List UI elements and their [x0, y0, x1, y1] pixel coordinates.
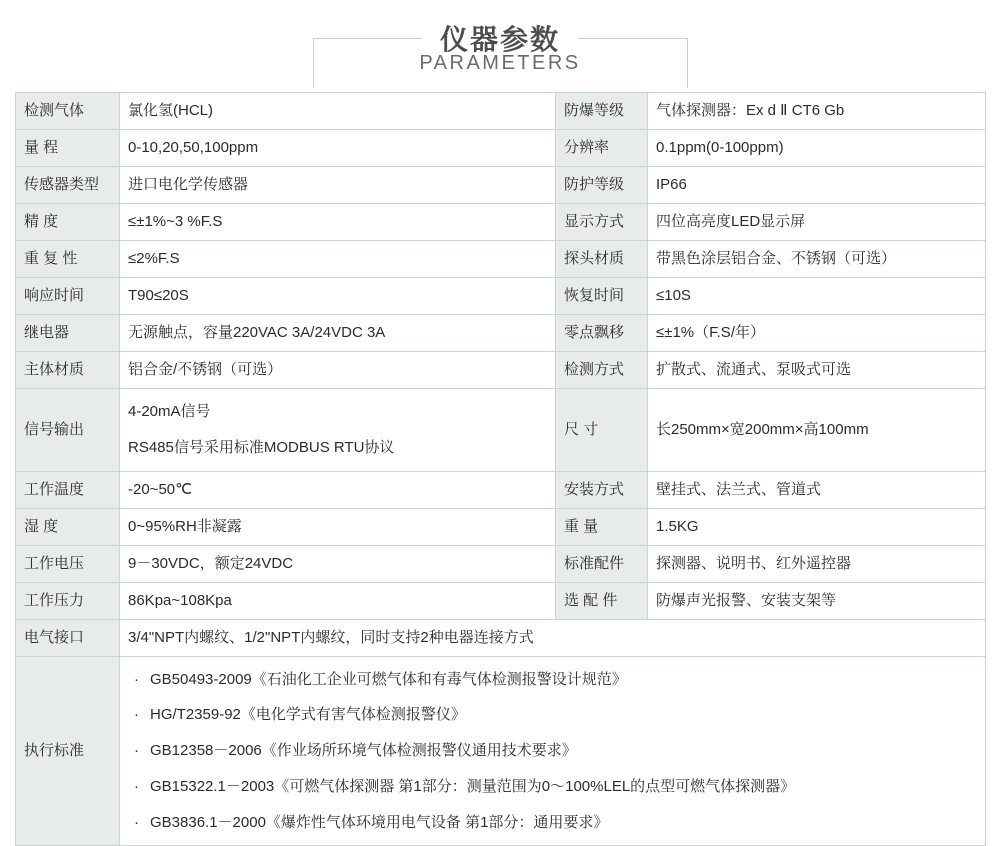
- row-label-detection-gas: 检测气体: [16, 93, 120, 130]
- row-label-explosion-proof-grade: 防爆等级: [556, 93, 648, 130]
- page-title-block: [0, 0, 1000, 92]
- row-value-display-mode: 四位高亮度LED显示屏: [648, 204, 986, 241]
- row-value-standards: [120, 656, 986, 846]
- row-value-explosion-proof-grade: 气体探测器：Ex d Ⅱ CT6 Gb: [648, 93, 986, 130]
- list-item: [128, 733, 977, 769]
- row-value-zero-drift: ≤±1%（F.S/年）: [648, 315, 986, 352]
- row-label-standards: 执行标准: [16, 656, 120, 846]
- standard-text: GB50493-2009《石油化工企业可燃气体和有毒气体检测报警设计规范》: [150, 670, 627, 688]
- standard-text: GB12358－2006《作业场所环境气体检测报警仪通用技术要求》: [150, 742, 577, 759]
- bullet-icon: ·: [134, 670, 139, 688]
- row-label-detection-method: 检测方式: [556, 352, 648, 389]
- row-value-working-voltage: 9－30VDC，额定24VDC: [120, 545, 556, 582]
- standard-text: GB3836.1－2000《爆炸性气体环境用电气设备 第1部分：通用要求》: [150, 813, 609, 831]
- row-label-dimension: 尺 寸: [556, 389, 648, 472]
- row-label-sensor-type: 传感器类型: [16, 167, 120, 204]
- row-value-range: 0-10,20,50,100ppm: [120, 130, 556, 167]
- row-label-signal-output: 信号输出: [16, 389, 120, 472]
- bullet-icon: ·: [134, 706, 139, 724]
- standard-text: GB15322.1－2003《可燃气体探测器 第1部分：测量范围为0～100%LEL的点型可燃气体探测器》: [150, 777, 796, 795]
- row-value-working-temperature: -20~50℃: [120, 471, 556, 508]
- row-value-protection-grade: IP66: [648, 167, 986, 204]
- row-label-probe-material: 探头材质: [556, 241, 648, 278]
- row-value-optional-accessories: 防爆声光报警、安装支架等: [648, 582, 986, 619]
- row-value-detection-method: 扩散式、流通式、泵吸式可选: [648, 352, 986, 389]
- table-row: [16, 508, 986, 545]
- signal-output-line-1: 4-20mA信号: [128, 403, 211, 420]
- row-label-optional-accessories: 选 配 件: [556, 582, 648, 619]
- row-value-signal-output: [120, 389, 556, 472]
- row-value-working-pressure: 86Kpa~108Kpa: [120, 582, 556, 619]
- page-title-text: 仪器参数: [422, 24, 578, 55]
- table-row: [16, 545, 986, 582]
- standard-text: HG/T2359-92《电化学式有害气体检测报警仪》: [150, 706, 466, 724]
- row-label-standard-accessories: 标准配件: [556, 545, 648, 582]
- row-label-body-material: 主体材质: [16, 352, 120, 389]
- table-row: [16, 167, 986, 204]
- row-label-working-pressure: 工作压力: [16, 582, 120, 619]
- row-value-response-time: T90≤20S: [120, 278, 556, 315]
- table-row: [16, 241, 986, 278]
- row-label-recovery-time: 恢复时间: [556, 278, 648, 315]
- row-value-probe-material: 带黑色涂层铝合金、不锈钢（可选）: [648, 241, 986, 278]
- table-row: [16, 204, 986, 241]
- row-value-sensor-type: 进口电化学传感器: [120, 167, 556, 204]
- row-label-repeatability: 重 复 性: [16, 241, 120, 278]
- row-value-dimension: 长250mm×宽200mm×高100mm: [648, 389, 986, 472]
- row-label-response-time: 响应时间: [16, 278, 120, 315]
- row-value-body-material: 铝合金/不锈钢（可选）: [120, 352, 556, 389]
- table-row: [16, 278, 986, 315]
- row-value-relay: 无源触点，容量220VAC 3A/24VDC 3A: [120, 315, 556, 352]
- list-item: [128, 697, 977, 733]
- table-row: [16, 130, 986, 167]
- bullet-icon: ·: [134, 777, 139, 795]
- row-label-working-voltage: 工作电压: [16, 545, 120, 582]
- list-item: [128, 769, 977, 805]
- row-label-accuracy: 精 度: [16, 204, 120, 241]
- table-row: [16, 582, 986, 619]
- row-value-standard-accessories: 探测器、说明书、红外遥控器: [648, 545, 986, 582]
- list-item: [128, 805, 977, 841]
- row-label-resolution: 分辨率: [556, 130, 648, 167]
- row-value-resolution: 0.1ppm(0-100ppm): [648, 130, 986, 167]
- bullet-icon: ·: [134, 813, 139, 831]
- table-row: [16, 656, 986, 846]
- row-label-electrical-interface: 电气接口: [16, 619, 120, 656]
- signal-output-line-2: RS485信号采用标准MODBUS RTU协议: [128, 438, 395, 456]
- row-label-display-mode: 显示方式: [556, 204, 648, 241]
- row-value-installation-method: 壁挂式、法兰式、管道式: [648, 471, 986, 508]
- table-row: [16, 389, 986, 472]
- row-value-accuracy: ≤±1%~3 %F.S: [120, 204, 556, 241]
- row-label-protection-grade: 防护等级: [556, 167, 648, 204]
- row-label-range: 量 程: [16, 130, 120, 167]
- parameters-table: [15, 92, 986, 846]
- row-value-recovery-time: ≤10S: [648, 278, 986, 315]
- row-label-working-temperature: 工作温度: [16, 471, 120, 508]
- page-subtitle: PARAMETERS: [419, 52, 581, 74]
- row-label-zero-drift: 零点飘移: [556, 315, 648, 352]
- row-label-weight: 重 量: [556, 508, 648, 545]
- table-row: [16, 352, 986, 389]
- standards-list: [128, 662, 977, 841]
- row-value-weight: 1.5KG: [648, 508, 986, 545]
- table-row: [16, 93, 986, 130]
- row-value-electrical-interface: 3/4"NPT内螺纹、1/2"NPT内螺纹，同时支持2种电器连接方式: [120, 619, 986, 656]
- row-label-humidity: 湿 度: [16, 508, 120, 545]
- table-row: [16, 471, 986, 508]
- list-item: [128, 662, 977, 698]
- row-value-humidity: 0~95%RH非凝露: [120, 508, 556, 545]
- row-value-detection-gas: 氯化氢(HCL): [120, 93, 556, 130]
- table-row: [16, 315, 986, 352]
- row-value-repeatability: ≤2%F.S: [120, 241, 556, 278]
- row-label-installation-method: 安装方式: [556, 471, 648, 508]
- row-label-relay: 继电器: [16, 315, 120, 352]
- table-row: [16, 619, 986, 656]
- bullet-icon: ·: [134, 742, 139, 759]
